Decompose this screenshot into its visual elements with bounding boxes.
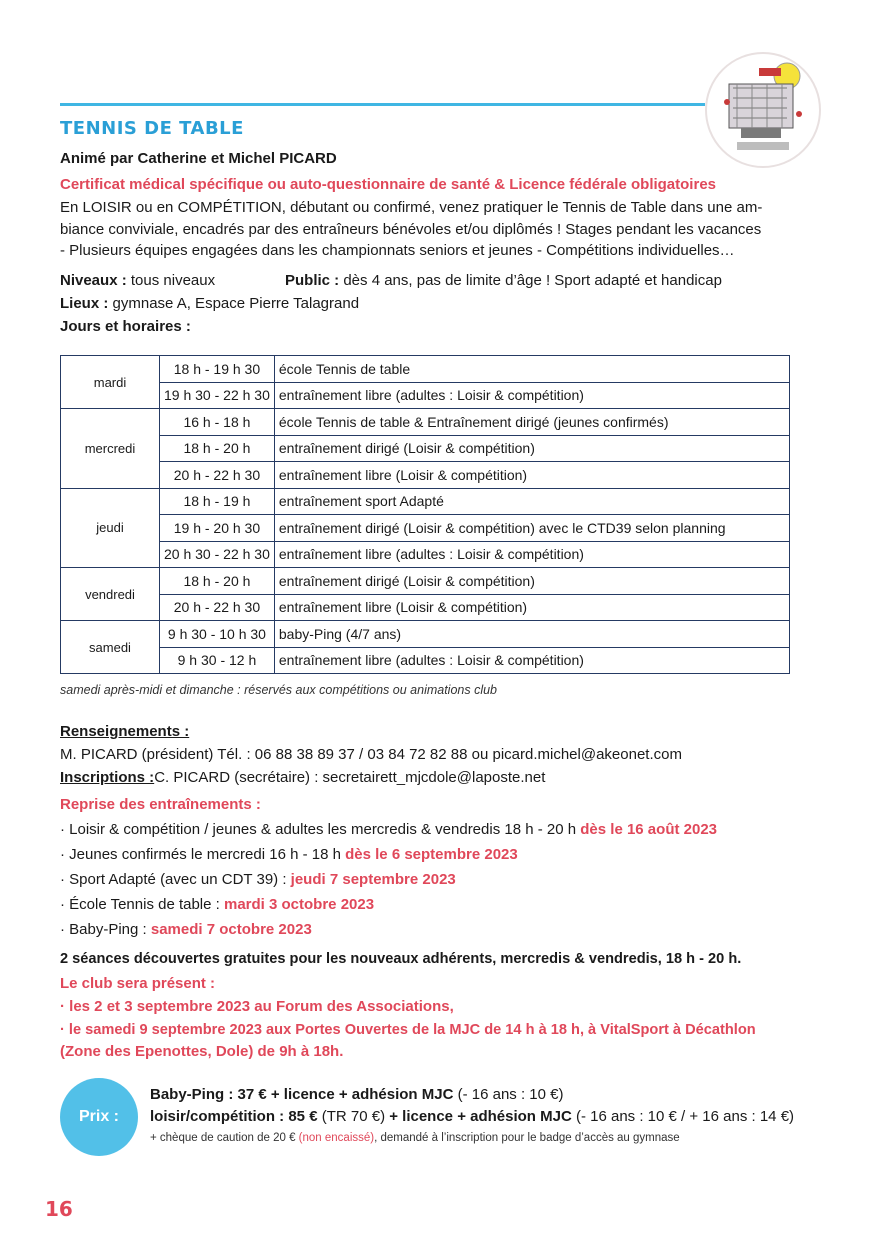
schedule-time: 18 h - 19 h (160, 488, 275, 515)
reprise-label: Reprise des entraînements : (60, 796, 261, 813)
schedule-time: 9 h 30 - 10 h 30 (160, 621, 275, 648)
reprise-item (60, 894, 374, 916)
schedule-time: 18 h - 19 h 30 (160, 356, 275, 383)
caution-text-b: , demandé à l’inscription pour le badge d’accès au gymnase (374, 1132, 680, 1144)
schedule-note: samedi après-midi et dimanche : réservés aux compétitions ou animations club (60, 683, 498, 697)
schedule-time: 9 h 30 - 12 h (160, 647, 275, 674)
prix-loisir-label: loisir/compétition : 85 € (150, 1108, 318, 1125)
caution-text-red: (non encaissé) (298, 1132, 375, 1144)
public-label: Public : (285, 272, 340, 289)
reprise-item-text: · École Tennis de table : (60, 896, 224, 913)
prix-baby-extra: (- 16 ans : 10 €) (453, 1086, 564, 1103)
prix-loisir-extra: (- 16 ans : 10 € / + 16 ans : 14 €) (571, 1108, 795, 1125)
prix-loisir-bold: + licence + adhésion MJC (389, 1108, 572, 1125)
schedule-activity: école Tennis de table (274, 356, 789, 383)
intro-line-1: En LOISIR ou en COMPÉTITION, débutant ou confirmé, venez pratiquer le Tennis de Table dans une am- (60, 199, 763, 216)
reprise-item-text: · Baby-Ping : (60, 921, 151, 938)
schedule-row (61, 647, 790, 674)
schedule-time: 19 h 30 - 22 h 30 (160, 382, 275, 409)
inscriptions-label: Inscriptions : (60, 769, 155, 786)
niveaux-value: tous niveaux (130, 272, 216, 289)
reprise-item-date: samedi 7 octobre 2023 (150, 921, 312, 938)
prix-baby-row (150, 1084, 564, 1106)
schedule-row (61, 382, 790, 409)
schedule-day: jeudi (61, 488, 160, 568)
schedule-row (61, 541, 790, 568)
schedule-row (61, 409, 790, 436)
renseignements-value: M. PICARD (président) Tél. : 06 88 38 89 37 / 03 84 72 82 88 ou picard.michel@akeonet.com (60, 746, 682, 763)
schedule-activity: entraînement dirigé (Loisir & compétition) (274, 568, 789, 595)
schedule-time: 20 h - 22 h 30 (160, 462, 275, 489)
caution-text-a: + chèque de caution de 20 € (150, 1132, 299, 1144)
reprise-item-date: dès le 16 août 2023 (580, 821, 718, 838)
schedule-time: 18 h - 20 h (160, 435, 275, 462)
niveaux-label: Niveaux : (60, 272, 127, 289)
schedule-row (61, 621, 790, 648)
lieux-value: gymnase A, Espace Pierre Talagrand (112, 295, 360, 312)
reprise-item (60, 844, 518, 866)
schedule-activity: entraînement libre (Loisir & compétition) (274, 594, 789, 621)
schedule-row (61, 462, 790, 489)
schedule-day: mercredi (61, 409, 160, 489)
presence-label: Le club sera présent : (60, 975, 216, 992)
renseignements-label: Renseignements : (60, 723, 190, 740)
inscriptions-value: C. PICARD (secrétaire) : secretairett_mjcdole@laposte.net (154, 769, 546, 786)
reprise-item-date: mardi 3 octobre 2023 (224, 896, 375, 913)
reprise-item-text: · Jeunes confirmés le mercredi 16 h - 18 h (60, 846, 346, 863)
reprise-item-date: jeudi 7 septembre 2023 (290, 871, 456, 888)
schedule-activity: entraînement dirigé (Loisir & compétition) avec le CTD39 selon planning (274, 515, 789, 542)
schedule-table (60, 355, 790, 674)
reprise-item-text: · Sport Adapté (avec un CDT 39) : (60, 871, 291, 888)
schedule-activity: entraînement dirigé (Loisir & compétition) (274, 435, 789, 462)
schedule-row (61, 594, 790, 621)
reprise-item (60, 819, 717, 841)
schedule-time: 19 h - 20 h 30 (160, 515, 275, 542)
schedule-activity: entraînement libre (adultes : Loisir & compétition) (274, 541, 789, 568)
page-number: 16 (45, 1197, 73, 1221)
schedule-row (61, 515, 790, 542)
schedule-time: 20 h - 22 h 30 (160, 594, 275, 621)
prix-badge: Prix : (60, 1078, 138, 1156)
reprise-item (60, 869, 456, 891)
schedule-time: 18 h - 20 h (160, 568, 275, 595)
lieux-label: Lieux : (60, 295, 109, 312)
intro-line-2: biance conviviale, encadrés par des entraîneurs bénévoles et/ou diplômés ! Stages pendant les vacances (60, 221, 762, 238)
caution-note (150, 1132, 680, 1144)
schedule-time: 16 h - 18 h (160, 409, 275, 436)
schedule-day: samedi (61, 621, 160, 674)
inscriptions-row (60, 767, 545, 789)
schedule-day: mardi (61, 356, 160, 409)
presence-line-3: (Zone des Epenottes, Dole) de 9h à 18h. (60, 1043, 344, 1060)
public-row (285, 270, 722, 292)
schedule-time: 20 h 30 - 22 h 30 (160, 541, 275, 568)
prix-loisir-mid: (TR 70 €) (317, 1108, 390, 1125)
schedule-activity: entraînement libre (Loisir & compétition) (274, 462, 789, 489)
schedule-activity: baby-Ping (4/7 ans) (274, 621, 789, 648)
decouvertes-text: 2 séances découvertes gratuites pour les nouveaux adhérents, mercredis & vendredis, 18 h - 20 h. (60, 951, 742, 967)
niveaux-row (60, 270, 215, 292)
animateurs-text: Animé par Catherine et Michel PICARD (60, 150, 337, 167)
prix-loisir-row (150, 1106, 794, 1128)
schedule-day: vendredi (61, 568, 160, 621)
intro-line-3: - Plusieurs équipes engagées dans les championnats seniors et jeunes - Compétitions individuelles… (60, 242, 735, 259)
reprise-item (60, 919, 312, 941)
presence-line-2: · le samedi 9 septembre 2023 aux Portes Ouvertes de la MJC de 14 h à 18 h, à VitalSport à Décathlon (60, 1022, 756, 1038)
section-title: TENNIS DE TABLE (60, 118, 244, 139)
jours-label: Jours et horaires : (60, 318, 191, 335)
reprise-item-text: · Loisir & compétition / jeunes & adultes les mercredis & vendredis 18 h - 20 h (60, 821, 581, 838)
presence-line-1: · les 2 et 3 septembre 2023 au Forum des Associations, (60, 998, 454, 1015)
schedule-activity: entraînement libre (adultes : Loisir & compétition) (274, 382, 789, 409)
schedule-row (61, 435, 790, 462)
schedule-row (61, 568, 790, 595)
schedule-activity: entraînement sport Adapté (274, 488, 789, 515)
certificat-text: Certificat médical spécifique ou auto-questionnaire de santé & Licence fédérale obligatoires (60, 176, 717, 193)
reprise-item-date: dès le 6 septembre 2023 (345, 846, 518, 863)
schedule-activity: école Tennis de table & Entraînement dirigé (jeunes confirmés) (274, 409, 789, 436)
header-rule (60, 103, 705, 106)
club-logo (705, 52, 821, 168)
prix-baby-label: Baby-Ping : 37 € + licence + adhésion MJC (150, 1086, 454, 1103)
schedule-row (61, 356, 790, 383)
lieux-row (60, 293, 359, 315)
schedule-activity: entraînement libre (adultes : Loisir & compétition) (274, 647, 789, 674)
public-value: dès 4 ans, pas de limite d’âge ! Sport adapté et handicap (343, 272, 722, 289)
schedule-row (61, 488, 790, 515)
